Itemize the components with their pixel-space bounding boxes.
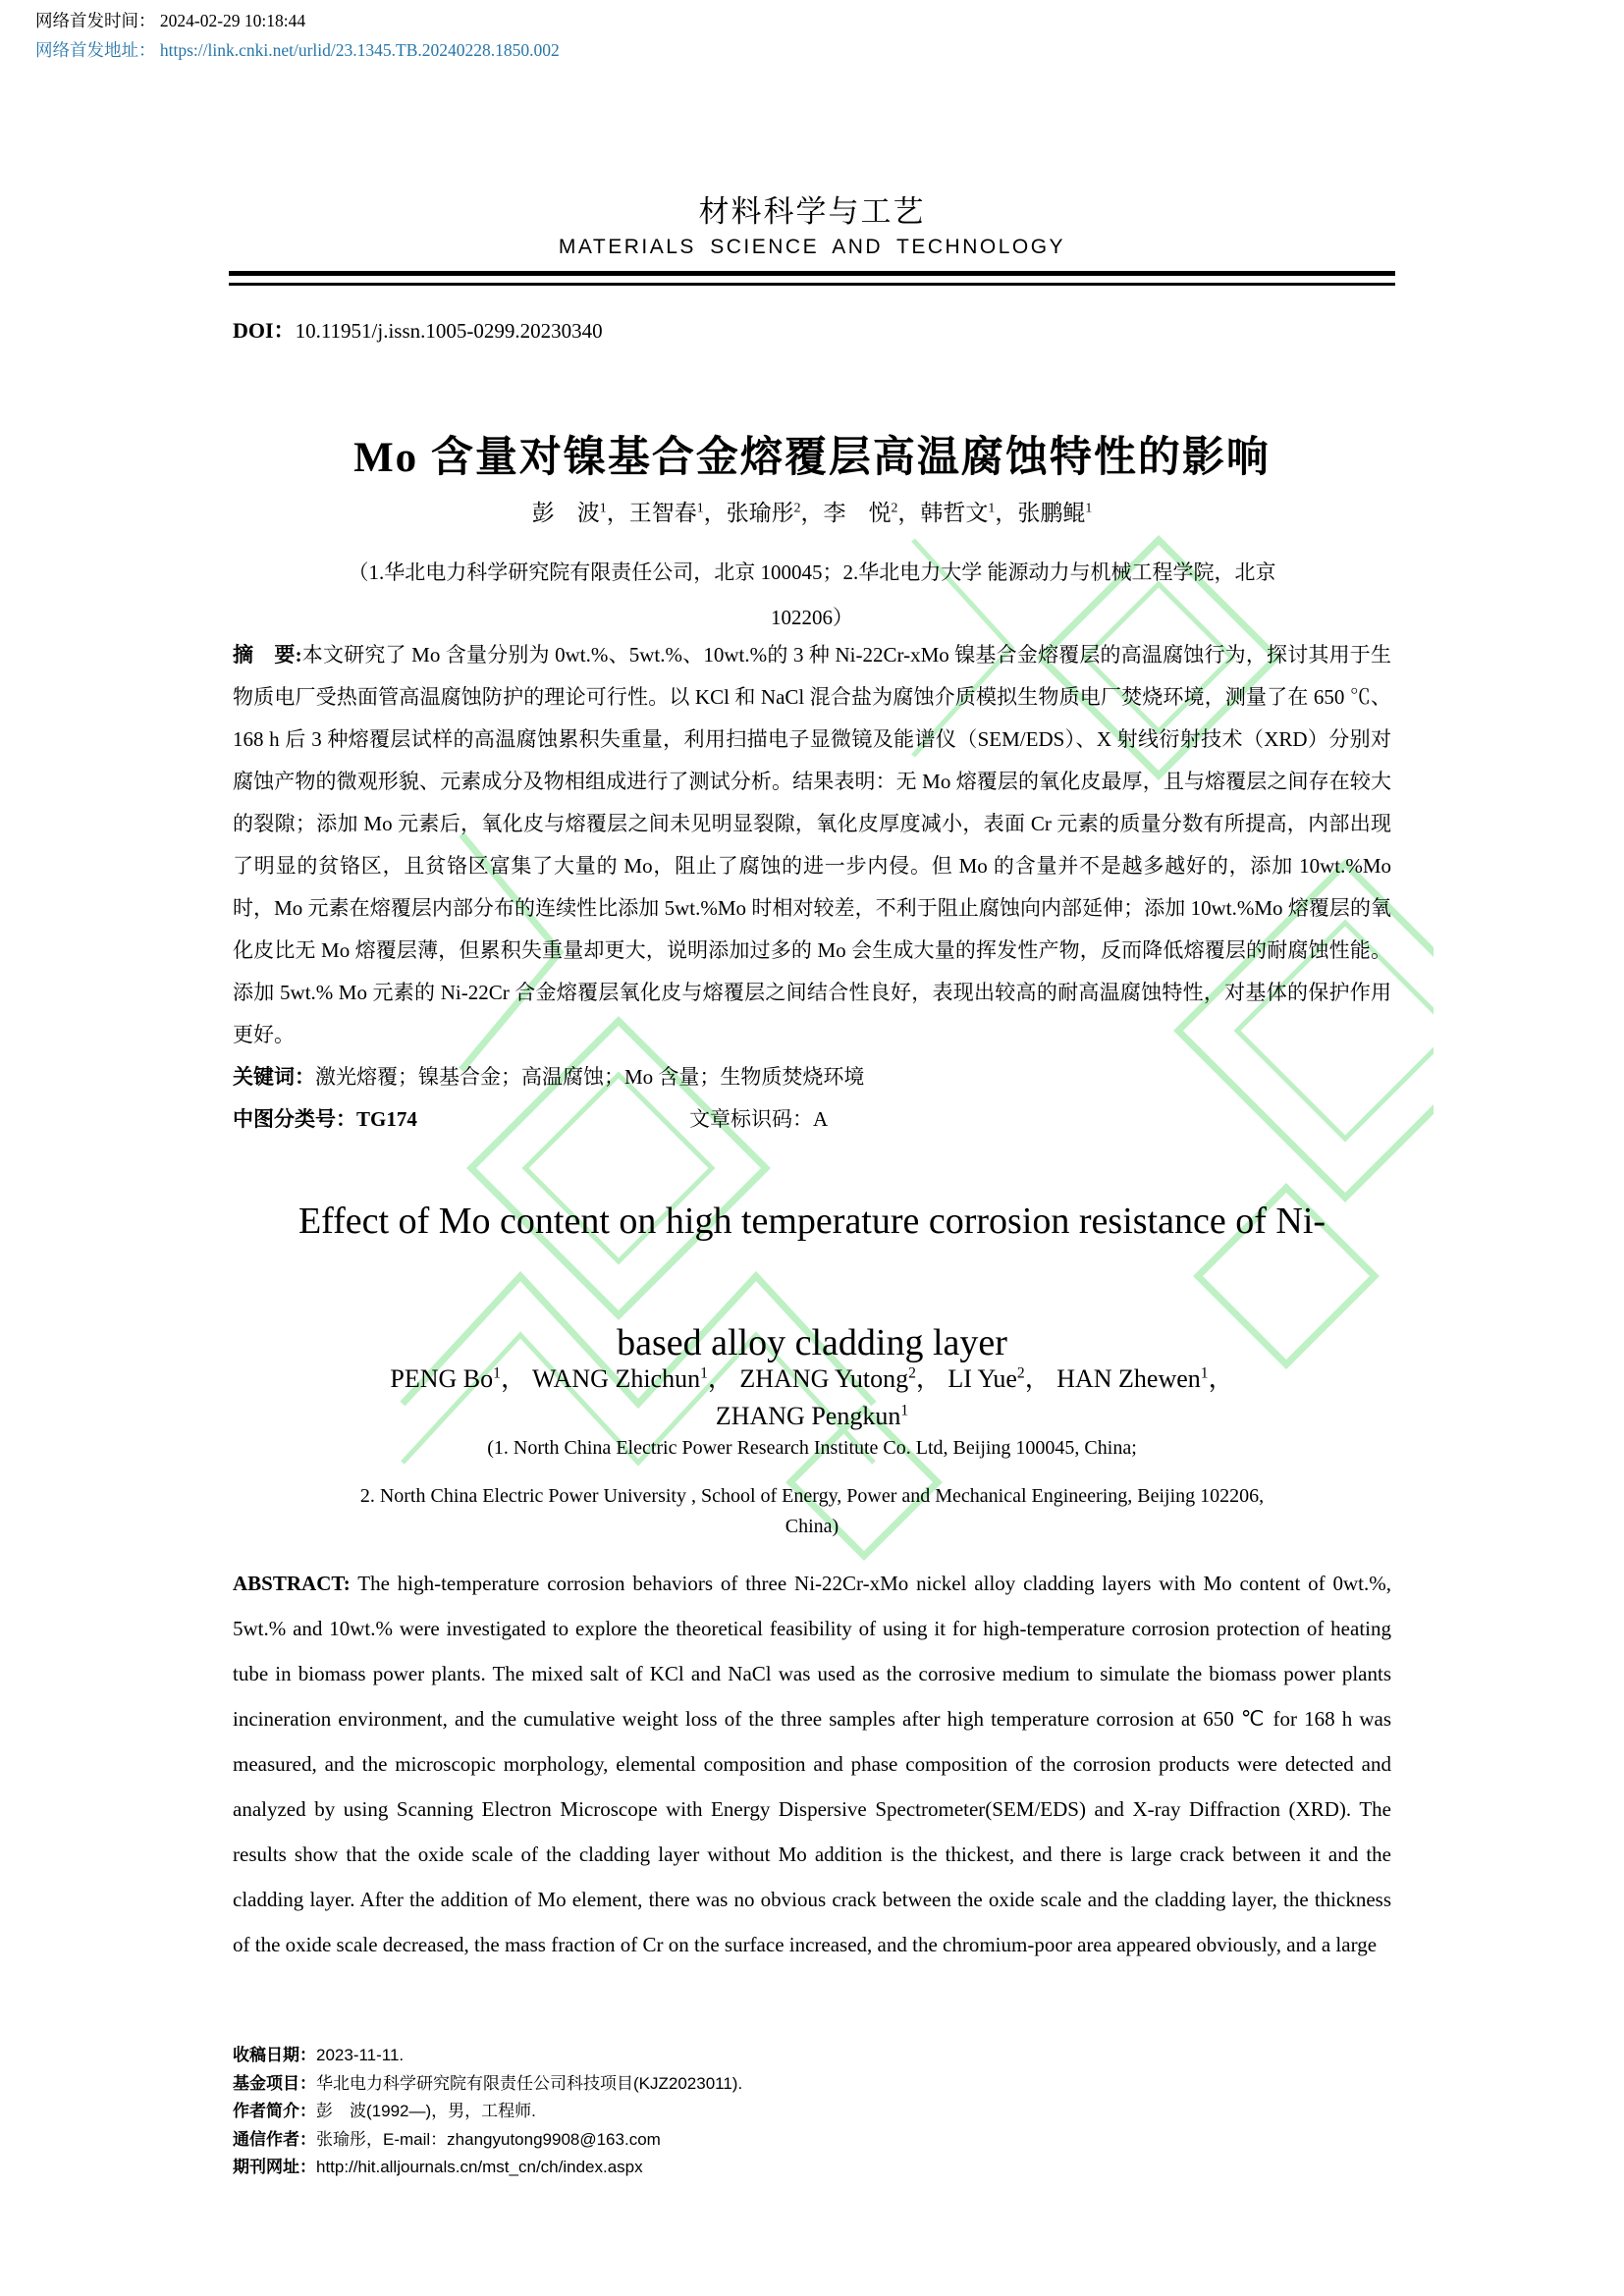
author-cn: 王智春$^1$， bbox=[628, 500, 727, 525]
prepub-url-row bbox=[35, 35, 560, 65]
abstract-en bbox=[233, 1561, 1391, 1967]
abstract-en-label: ABSTRACT: bbox=[233, 1572, 351, 1595]
footer-received: 收稿日期：2023-11-11. bbox=[233, 2046, 405, 2064]
footer-corresponding-author: 通信作者：张瑜彤，E-mail：zhangyutong9908@163.com bbox=[233, 2129, 661, 2149]
journal-name-cn: 材料科学与工艺 bbox=[698, 194, 926, 229]
affiliation-en-line1: (1. North China Electric Power Research Institute Co. Ltd, Beijing 100045, China; bbox=[487, 1437, 1137, 1459]
keywords-cn bbox=[233, 1056, 1391, 1098]
prepub-header bbox=[35, 6, 560, 65]
prepub-time-value: 2024-02-29 10:18:44 bbox=[159, 11, 306, 30]
clc-value: TG174 bbox=[356, 1107, 417, 1131]
journal-name-en: MATERIALS SCIENCE AND TECHNOLOGY bbox=[558, 236, 1066, 258]
abstract-cn-text: 本文研究了 Mo 含量分别为 0wt.%、5wt.%、10wt.%的 3 种 Ni-22Cr-xMo 镍基合金熔覆层的高温腐蚀行为，探讨其用于生物质电厂受热面管高温腐蚀防护的理论可行性。以 KCl 和 NaCl 混合盐为腐蚀介质模拟生物质电厂焚烧环境，测量了在 650 ℃、168 h 后 3 种熔覆层试样的高温腐蚀累积失重量，利用扫描电子显微镜及能谱仪（SEM/EDS）、X 射线衍射技术（XRD）分别对腐蚀产物的微观形貌、元素成分及物相组成进行了测试分析。结果表明：无 Mo 熔覆层的氧化皮最厚，且与熔覆层之间存在较大的裂隙；添加 Mo 元素后，氧化皮与熔覆层之间未见明显裂隙，氧化皮厚度减小，表面 Cr 元素的质量分数有所提高，内部出现了明显的贫铬区，且贫铬区富集了大量的 Mo，阻止了腐蚀的进一步内侵。但 Mo 的含量并不是越多越好的，添加 10wt.%Mo 时，Mo 元素在熔覆层内部分布的连续性比添加 5wt.%Mo 时相对较差，不利于阻止腐蚀向内部延伸；添加 10wt.%Mo 熔覆层的氧化皮比无 Mo 熔覆层薄，但累积失重量却更大，说明添加过多的 Mo 会生成大量的挥发性产物，反而降低熔覆层的耐腐蚀性能。添加 5wt.% Mo 元素的 Ni-22Cr 合金熔覆层氧化皮与熔覆层之间结合性良好，表现出较高的耐高温腐蚀特性，对基体的保护作用更好。 bbox=[233, 643, 1391, 1046]
author-cn: 韩哲文$^1$， bbox=[920, 500, 1018, 525]
abstract-en-text: The high-temperature corrosion behaviors of three Ni-22Cr-xMo nickel alloy cladding layers with Mo content of 0wt.%, 5wt.% and 10wt.% were investigated to explore the theoretical feasibility of using it for high-temperature corrosion protection of heating tube in biomass power plants. The mixed salt of KCl and NaCl was used as the corrosive medium to simulate the biomass power plants incineration environment, and the cumulative weight loss of the three samples after high temperature corrosion at 650 ℃ for 168 h was measured, and the microscopic morphology, elemental composition and phase composition of the corrosion products were detected and analyzed by using Scanning Electron Microscope with Energy Dispersive Spectrometer(SEM/EDS) and X-ray Diffraction (XRD). The results show that the oxide scale of the cladding layer without Mo addition is the thickest, and there is large crack between it and the cladding layer. After the addition of Mo element, there was no obvious crack between the oxide scale and the cladding layer, the thickness of the oxide scale decreased, the mass fraction of Cr on the surface increased, and the chromium-poor area appeared obviously, and a large bbox=[233, 1572, 1391, 1956]
keywords-cn-label: 关键词： bbox=[233, 1065, 315, 1089]
clc-row bbox=[233, 1098, 1391, 1141]
author-cn: 张瑜彤$^2$， bbox=[726, 500, 824, 525]
abstract-cn bbox=[233, 634, 1391, 1056]
doi-line bbox=[233, 314, 1391, 345]
header-rule-thin bbox=[229, 283, 1395, 286]
abstract-cn-block bbox=[233, 634, 1391, 1141]
authors-en bbox=[233, 1361, 1391, 1435]
authors-cn bbox=[233, 495, 1391, 527]
doc-code-label: 文章标识码： bbox=[689, 1107, 813, 1131]
author-en: ZHANG Yutong$^2$， bbox=[739, 1364, 948, 1393]
abstract-en-block bbox=[233, 1561, 1391, 1967]
affiliation-en-line3: China) bbox=[785, 1516, 839, 1537]
affiliation-en bbox=[233, 1433, 1391, 1542]
affiliation-cn-line2: 102206） bbox=[771, 606, 853, 629]
footer-journal-url: 期刊网址：http://hit.alljournals.cn/mst_cn/ch/index.aspx bbox=[233, 2158, 643, 2176]
paper-title-en-line2: based alloy cladding layer bbox=[617, 1322, 1007, 1363]
doi-value: 10.11951/j.issn.1005-0299.20230340 bbox=[295, 319, 603, 343]
authors-en-line1 bbox=[233, 1361, 1391, 1398]
doc-code-value: A bbox=[813, 1107, 829, 1131]
doi-label: DOI： bbox=[233, 318, 296, 343]
author-cn: 彭 波$^1$， bbox=[531, 500, 629, 525]
paper-title-cn: Mo 含量对镍基合金熔覆层高温腐蚀特性的影响 bbox=[353, 435, 1271, 481]
footer-fund: 基金项目：华北电力科学研究院有限责任公司科技项目(KJZ2023011). bbox=[233, 2073, 743, 2093]
author-cn: 李 悦$^2$， bbox=[823, 500, 921, 525]
affiliation-cn bbox=[233, 550, 1391, 640]
author-cn: 张鹏鲲$^1$ bbox=[1017, 500, 1093, 525]
prepub-time-label: 网络首发时间： bbox=[35, 11, 156, 30]
author-en: ZHANG Pengkun$^1$ bbox=[715, 1402, 909, 1430]
affiliation-cn-line1: （1.华北电力科学研究院有限责任公司，北京 100045；2.华北电力大学 能源动力与机械工程学院，北京 bbox=[348, 561, 1276, 584]
doc-code bbox=[689, 1098, 828, 1141]
author-en: HAN Zhewen$^1$， bbox=[1056, 1364, 1234, 1393]
header-rule-thick bbox=[229, 271, 1395, 276]
authors-en-line2 bbox=[233, 1398, 1391, 1435]
clc-label: 中图分类号： bbox=[233, 1107, 356, 1131]
prepub-time-row bbox=[35, 6, 560, 35]
prepub-url-label: 网络首发地址： bbox=[35, 40, 156, 60]
affiliation-en-line2: 2. North China Electric Power University , School of Energy, Power and Mechanical Engineering, Beijing 102206, bbox=[359, 1485, 1265, 1507]
author-en: PENG Bo$^1$， bbox=[390, 1364, 532, 1393]
prepub-url-link[interactable]: https://link.cnki.net/urlid/23.1345.TB.20240228.1850.002 bbox=[159, 40, 560, 60]
author-en: WANG Zhichun$^1$， bbox=[531, 1364, 740, 1393]
paper-title-en-line1: Effect of Mo content on high temperature corrosion resistance of Ni- bbox=[298, 1201, 1326, 1242]
abstract-cn-label: 摘 要: bbox=[233, 643, 302, 667]
author-en: LI Yue$^2$， bbox=[947, 1364, 1057, 1393]
footer-notes bbox=[233, 2042, 742, 2182]
keywords-cn-text: 激光熔覆；镍基合金；高温腐蚀；Mo 含量；生物质焚烧环境 bbox=[315, 1065, 865, 1089]
footer-author-bio: 作者简介：彭 波(1992—)，男，工程师. bbox=[233, 2102, 536, 2120]
